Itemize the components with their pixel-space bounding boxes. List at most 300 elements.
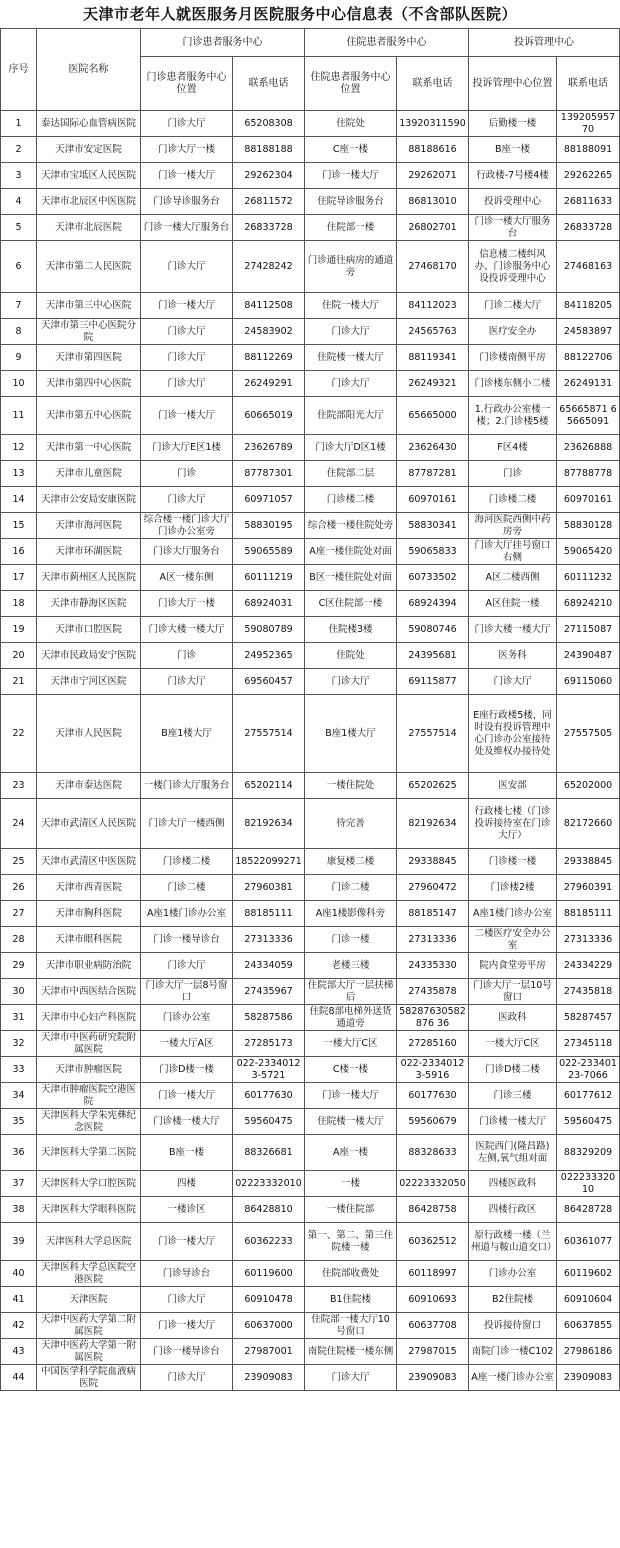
outpatient-location: 门诊一楼导诊台: [141, 927, 233, 953]
hospital-table: [0, 28, 620, 1391]
table-row: [1, 643, 620, 669]
hospital-name: 天津市职业病防治院: [37, 953, 141, 979]
complaint-location: A座一楼门诊办公室: [469, 1365, 557, 1391]
row-index: 33: [1, 1057, 37, 1083]
complaint-location: 原行政楼一楼（兰州道与鞍山道交口）: [469, 1223, 557, 1261]
inpatient-phone: 60733502: [397, 565, 469, 591]
table-header: [1, 29, 620, 111]
complaint-location: A座1楼门诊办公室: [469, 901, 557, 927]
table-row: [1, 591, 620, 617]
complaint-location: 行政楼七楼（门诊投诉接待室在门诊大厅）: [469, 799, 557, 849]
inpatient-phone: 65665000: [397, 397, 469, 435]
complaint-phone: 29338845: [557, 849, 620, 875]
inpatient-location: C楼一楼: [305, 1057, 397, 1083]
header-complaint-location: 投诉管理中心位置: [469, 57, 557, 111]
hospital-name: 天津市中心妇产科医院: [37, 1005, 141, 1031]
outpatient-location: 门诊大厅一层8号窗口: [141, 979, 233, 1005]
inpatient-location: 住院楼一楼大厅: [305, 345, 397, 371]
outpatient-phone: 60111219: [233, 565, 305, 591]
outpatient-phone: 26833728: [233, 215, 305, 241]
complaint-phone: 60177612: [557, 1083, 620, 1109]
outpatient-location: 门诊一楼大厅: [141, 163, 233, 189]
inpatient-location: C座一楼: [305, 137, 397, 163]
table-row: [1, 189, 620, 215]
outpatient-location: 门诊大厅: [141, 669, 233, 695]
table-row: [1, 695, 620, 773]
inpatient-phone: 26249321: [397, 371, 469, 397]
complaint-phone: 24334229: [557, 953, 620, 979]
complaint-phone: 60361077: [557, 1223, 620, 1261]
inpatient-location: B1住院楼: [305, 1287, 397, 1313]
complaint-phone: 59065420: [557, 539, 620, 565]
outpatient-phone: 18522099271: [233, 849, 305, 875]
inpatient-phone: 02223332050: [397, 1171, 469, 1197]
row-index: 11: [1, 397, 37, 435]
table-row: [1, 849, 620, 875]
outpatient-phone: 82192634: [233, 799, 305, 849]
inpatient-phone: 60362512: [397, 1223, 469, 1261]
hospital-name: 天津市第四中心医院: [37, 371, 141, 397]
outpatient-phone: 60665019: [233, 397, 305, 435]
table-row: [1, 345, 620, 371]
table-row: [1, 461, 620, 487]
inpatient-phone: 27313336: [397, 927, 469, 953]
inpatient-location: 住院处: [305, 643, 397, 669]
complaint-location: 门诊楼南侧平房: [469, 345, 557, 371]
inpatient-phone: 27960472: [397, 875, 469, 901]
complaint-phone: 84118205: [557, 293, 620, 319]
complaint-phone: 65202000: [557, 773, 620, 799]
outpatient-phone: 24952365: [233, 643, 305, 669]
outpatient-phone: 88112269: [233, 345, 305, 371]
table-row: [1, 539, 620, 565]
complaint-phone: 60910604: [557, 1287, 620, 1313]
row-index: 38: [1, 1197, 37, 1223]
inpatient-location: 住院8部电梯外送货通道旁: [305, 1005, 397, 1031]
table-row: [1, 1365, 620, 1391]
hospital-name: 天津市宁河区医院: [37, 669, 141, 695]
hospital-name: 天津市环湖医院: [37, 539, 141, 565]
complaint-location: 门诊二楼大厅: [469, 293, 557, 319]
complaint-location: 门诊大楼一楼大厅: [469, 617, 557, 643]
complaint-location: 后勤楼一楼: [469, 111, 557, 137]
complaint-location: 门诊大厅一层10号窗口: [469, 979, 557, 1005]
outpatient-phone: 88188188: [233, 137, 305, 163]
outpatient-phone: 59080789: [233, 617, 305, 643]
row-index: 19: [1, 617, 37, 643]
inpatient-location: C区住院部一楼: [305, 591, 397, 617]
complaint-location: F区4楼: [469, 435, 557, 461]
hospital-name: 天津市肿瘤医院: [37, 1057, 141, 1083]
inpatient-location: 门诊二楼: [305, 875, 397, 901]
complaint-location: 院内食堂旁平房: [469, 953, 557, 979]
header-index: 序号: [1, 29, 37, 111]
hospital-name: 天津市中医药研究院附属医院: [37, 1031, 141, 1057]
complaint-location: 投诉受理中心: [469, 189, 557, 215]
table-row: [1, 927, 620, 953]
header-outpatient-location: 门诊患者服务中心位置: [141, 57, 233, 111]
outpatient-phone: 26249291: [233, 371, 305, 397]
table-row: [1, 371, 620, 397]
row-index: 43: [1, 1339, 37, 1365]
hospital-name: 泰达国际心血管病医院: [37, 111, 141, 137]
row-index: 26: [1, 875, 37, 901]
row-index: 9: [1, 345, 37, 371]
row-index: 21: [1, 669, 37, 695]
inpatient-location: 住院一楼大厅: [305, 293, 397, 319]
outpatient-location: 门诊大厅一楼西侧: [141, 799, 233, 849]
outpatient-location: 门诊大厅: [141, 319, 233, 345]
outpatient-phone: 65202114: [233, 773, 305, 799]
inpatient-location: B座1楼大厅: [305, 695, 397, 773]
table-row: [1, 1171, 620, 1197]
inpatient-phone: 24335330: [397, 953, 469, 979]
inpatient-location: A座一楼住院处对面: [305, 539, 397, 565]
inpatient-phone: 27468170: [397, 241, 469, 293]
hospital-name: 天津市第一中心医院: [37, 435, 141, 461]
table-row: [1, 1031, 620, 1057]
complaint-location: 行政楼-7号楼4楼: [469, 163, 557, 189]
outpatient-phone: 27313336: [233, 927, 305, 953]
inpatient-location: 住院部收费处: [305, 1261, 397, 1287]
hospital-name: 天津市武清区人民医院: [37, 799, 141, 849]
inpatient-phone: 84112023: [397, 293, 469, 319]
inpatient-phone: 60118997: [397, 1261, 469, 1287]
row-index: 20: [1, 643, 37, 669]
hospital-name: 天津中医药大学第一附属医院: [37, 1339, 141, 1365]
complaint-location: 医安部: [469, 773, 557, 799]
inpatient-phone: 68924394: [397, 591, 469, 617]
complaint-phone: 68924210: [557, 591, 620, 617]
outpatient-location: 门诊一楼大厅: [141, 293, 233, 319]
inpatient-phone: 23626430: [397, 435, 469, 461]
row-index: 14: [1, 487, 37, 513]
row-index: 37: [1, 1171, 37, 1197]
outpatient-phone: 88185111: [233, 901, 305, 927]
complaint-phone: 88122706: [557, 345, 620, 371]
outpatient-phone: 23626789: [233, 435, 305, 461]
hospital-name: 天津市北辰区中医医院: [37, 189, 141, 215]
inpatient-phone: 27557514: [397, 695, 469, 773]
header-inpatient-phone: 联系电话: [397, 57, 469, 111]
complaint-phone: 27435818: [557, 979, 620, 1005]
inpatient-phone: 88185147: [397, 901, 469, 927]
row-index: 44: [1, 1365, 37, 1391]
row-index: 8: [1, 319, 37, 345]
complaint-location: 一楼大厅C区: [469, 1031, 557, 1057]
outpatient-phone: 27987001: [233, 1339, 305, 1365]
hospital-name: 中国医学科学院血液病医院: [37, 1365, 141, 1391]
complaint-location: 医疗安全办: [469, 319, 557, 345]
inpatient-location: 待完善: [305, 799, 397, 849]
inpatient-phone: 24565763: [397, 319, 469, 345]
inpatient-location: 一楼: [305, 1171, 397, 1197]
table-row: [1, 1197, 620, 1223]
outpatient-phone: 60119600: [233, 1261, 305, 1287]
table-row: [1, 901, 620, 927]
row-index: 17: [1, 565, 37, 591]
outpatient-phone: 24334059: [233, 953, 305, 979]
complaint-phone: 26811633: [557, 189, 620, 215]
complaint-phone: 27345118: [557, 1031, 620, 1057]
inpatient-location: 门诊一楼大厅: [305, 1083, 397, 1109]
inpatient-location: 一楼住院处: [305, 773, 397, 799]
table-row: [1, 513, 620, 539]
outpatient-phone: 26811572: [233, 189, 305, 215]
inpatient-location: 住院处: [305, 111, 397, 137]
outpatient-location: 门诊大厅一楼: [141, 591, 233, 617]
table-row: [1, 1005, 620, 1031]
outpatient-phone: 88326681: [233, 1135, 305, 1171]
complaint-location: A区住院一楼: [469, 591, 557, 617]
complaint-location: 门诊楼二楼: [469, 487, 557, 513]
inpatient-location: 南院住院楼一楼东侧: [305, 1339, 397, 1365]
inpatient-phone: 27987015: [397, 1339, 469, 1365]
row-index: 28: [1, 927, 37, 953]
complaint-location: 医政科: [469, 1005, 557, 1031]
hospital-name: 天津市胸科医院: [37, 901, 141, 927]
inpatient-location: 住院部二层: [305, 461, 397, 487]
row-index: 40: [1, 1261, 37, 1287]
complaint-location: E座行政楼5楼，同时设有投诉管理中心门诊办公室接待处及维权办接待处: [469, 695, 557, 773]
inpatient-location: 第一、第二、第三住院楼一楼: [305, 1223, 397, 1261]
complaint-phone: 58287457: [557, 1005, 620, 1031]
hospital-name: 天津市眼科医院: [37, 927, 141, 953]
table-row: [1, 565, 620, 591]
row-index: 24: [1, 799, 37, 849]
inpatient-phone: 60177630: [397, 1083, 469, 1109]
table-row: [1, 319, 620, 345]
outpatient-location: 门诊楼一楼大厅: [141, 1109, 233, 1135]
table-row: [1, 111, 620, 137]
complaint-phone: 27960391: [557, 875, 620, 901]
table-row: [1, 1135, 620, 1171]
outpatient-phone: 24583902: [233, 319, 305, 345]
outpatient-location: 门诊: [141, 643, 233, 669]
inpatient-phone: 86813010: [397, 189, 469, 215]
hospital-name: 天津市西青医院: [37, 875, 141, 901]
inpatient-phone: 87787281: [397, 461, 469, 487]
outpatient-phone: 02223332010: [233, 1171, 305, 1197]
complaint-location: B2住院楼: [469, 1287, 557, 1313]
table-row: [1, 1109, 620, 1135]
complaint-location: 医务科: [469, 643, 557, 669]
complaint-phone: 60119602: [557, 1261, 620, 1287]
outpatient-phone: 27428242: [233, 241, 305, 293]
table-row: [1, 1261, 620, 1287]
table-row: [1, 137, 620, 163]
hospital-name: 天津医科大学总医院: [37, 1223, 141, 1261]
hospital-name: 天津市泰达医院: [37, 773, 141, 799]
outpatient-location: 门诊办公室: [141, 1005, 233, 1031]
outpatient-location: 四楼: [141, 1171, 233, 1197]
outpatient-location: 门诊一楼大厅服务台: [141, 215, 233, 241]
hospital-name: 天津市静海区医院: [37, 591, 141, 617]
outpatient-phone: 58287586: [233, 1005, 305, 1031]
row-index: 29: [1, 953, 37, 979]
complaint-location: 信息楼二楼纠风办、门诊服务中心设投诉受理中心: [469, 241, 557, 293]
complaint-phone: 87788778: [557, 461, 620, 487]
hospital-name: 天津市第三中心医院: [37, 293, 141, 319]
row-index: 41: [1, 1287, 37, 1313]
outpatient-phone: 87787301: [233, 461, 305, 487]
complaint-location: 门诊一楼大厅服务台: [469, 215, 557, 241]
inpatient-location: 住院楼3楼: [305, 617, 397, 643]
complaint-phone: 13920595770: [557, 111, 620, 137]
outpatient-location: B座1楼大厅: [141, 695, 233, 773]
outpatient-phone: 84112508: [233, 293, 305, 319]
outpatient-location: 综合楼一楼门诊大厅门诊办公室旁: [141, 513, 233, 539]
inpatient-phone: 65202625: [397, 773, 469, 799]
row-index: 2: [1, 137, 37, 163]
complaint-location: 门诊办公室: [469, 1261, 557, 1287]
complaint-location: B座一楼: [469, 137, 557, 163]
complaint-phone: 88185111: [557, 901, 620, 927]
hospital-name: 天津医科大学朱宪彝纪念医院: [37, 1109, 141, 1135]
complaint-phone: 27986186: [557, 1339, 620, 1365]
inpatient-phone: 88328633: [397, 1135, 469, 1171]
complaint-location: 门诊楼一楼: [469, 849, 557, 875]
outpatient-phone: 23909083: [233, 1365, 305, 1391]
outpatient-phone: 60637000: [233, 1313, 305, 1339]
row-index: 12: [1, 435, 37, 461]
inpatient-phone: 26802701: [397, 215, 469, 241]
outpatient-location: 门诊导诊台: [141, 1261, 233, 1287]
inpatient-location: 门诊大厅: [305, 669, 397, 695]
row-index: 34: [1, 1083, 37, 1109]
table-row: [1, 1287, 620, 1313]
inpatient-location: 门诊大厅: [305, 1365, 397, 1391]
inpatient-location: 老楼三楼: [305, 953, 397, 979]
inpatient-location: 门诊一楼大厅: [305, 163, 397, 189]
header-hospital-name: 医院名称: [37, 29, 141, 111]
complaint-location: 门诊楼东侧小二楼: [469, 371, 557, 397]
hospital-name: 天津市儿童医院: [37, 461, 141, 487]
outpatient-phone: 65208308: [233, 111, 305, 137]
inpatient-phone: 60970161: [397, 487, 469, 513]
hospital-name: 天津市公安局安康医院: [37, 487, 141, 513]
complaint-phone: 29262265: [557, 163, 620, 189]
outpatient-location: 门诊一楼大厅: [141, 1223, 233, 1261]
complaint-location: A区二楼西侧: [469, 565, 557, 591]
hospital-name: 天津市肿瘤医院空港医院: [37, 1083, 141, 1109]
outpatient-phone: 022-23340123-5721: [233, 1057, 305, 1083]
complaint-phone: 65665871 65665091: [557, 397, 620, 435]
outpatient-phone: 27285173: [233, 1031, 305, 1057]
hospital-name: 天津市第五中心医院: [37, 397, 141, 435]
row-index: 35: [1, 1109, 37, 1135]
inpatient-phone: 88188616: [397, 137, 469, 163]
inpatient-phone: 88119341: [397, 345, 469, 371]
outpatient-location: 门诊大厅: [141, 111, 233, 137]
hospital-name: 天津市口腔医院: [37, 617, 141, 643]
complaint-phone: 24583897: [557, 319, 620, 345]
complaint-location: 四楼医政科: [469, 1171, 557, 1197]
outpatient-phone: 59065589: [233, 539, 305, 565]
inpatient-location: 门诊大厅: [305, 319, 397, 345]
table-row: [1, 669, 620, 695]
row-index: 4: [1, 189, 37, 215]
outpatient-location: 门诊一楼大厅: [141, 1313, 233, 1339]
inpatient-location: 住院楼一楼大厅: [305, 1109, 397, 1135]
outpatient-location: 门诊大厅: [141, 241, 233, 293]
table-row: [1, 1223, 620, 1261]
outpatient-phone: 27557514: [233, 695, 305, 773]
row-index: 31: [1, 1005, 37, 1031]
inpatient-location: 住院部大厅一层扶梯后: [305, 979, 397, 1005]
outpatient-location: 一楼大厅A区: [141, 1031, 233, 1057]
header-complaint-group: 投诉管理中心: [469, 29, 620, 57]
row-index: 10: [1, 371, 37, 397]
hospital-name: 天津医科大学第二医院: [37, 1135, 141, 1171]
complaint-location: 门诊大厅挂号窗口右侧: [469, 539, 557, 565]
inpatient-phone: 58830341: [397, 513, 469, 539]
complaint-location: 门诊楼2楼: [469, 875, 557, 901]
inpatient-location: 一楼住院部: [305, 1197, 397, 1223]
inpatient-location: 住院部阳光大厅: [305, 397, 397, 435]
complaint-location: 二楼医疗安全办公室: [469, 927, 557, 953]
outpatient-location: 门诊大厅: [141, 371, 233, 397]
outpatient-location: 一楼门诊大厅服务台: [141, 773, 233, 799]
inpatient-phone: 022-23340123-5916: [397, 1057, 469, 1083]
complaint-phone: 27115087: [557, 617, 620, 643]
table-row: [1, 215, 620, 241]
header-outpatient-group: 门诊患者服务中心: [141, 29, 305, 57]
table-row: [1, 241, 620, 293]
complaint-location: 投诉接待窗口: [469, 1313, 557, 1339]
inpatient-location: 门诊大厅D区1楼: [305, 435, 397, 461]
complaint-phone: 23626888: [557, 435, 620, 461]
complaint-phone: 59560475: [557, 1109, 620, 1135]
inpatient-phone: 59080746: [397, 617, 469, 643]
outpatient-location: 门诊一楼大厅: [141, 1083, 233, 1109]
complaint-phone: 58830128: [557, 513, 620, 539]
complaint-location: 四楼行政区: [469, 1197, 557, 1223]
table-row: [1, 1339, 620, 1365]
row-index: 15: [1, 513, 37, 539]
inpatient-location: 康复楼二楼: [305, 849, 397, 875]
inpatient-phone: 24395681: [397, 643, 469, 669]
hospital-name: 天津市安定医院: [37, 137, 141, 163]
row-index: 16: [1, 539, 37, 565]
inpatient-location: 住院导诊服务台: [305, 189, 397, 215]
table-row: [1, 1083, 620, 1109]
row-index: 18: [1, 591, 37, 617]
header-complaint-phone: 联系电话: [557, 57, 620, 111]
inpatient-location: 门诊楼二楼: [305, 487, 397, 513]
inpatient-location: B区一楼住院处对面: [305, 565, 397, 591]
table-row: [1, 1313, 620, 1339]
inpatient-location: 门诊通往病房的通道旁: [305, 241, 397, 293]
inpatient-phone: 59065833: [397, 539, 469, 565]
table-row: [1, 953, 620, 979]
complaint-phone: 60637855: [557, 1313, 620, 1339]
inpatient-phone: 60637708: [397, 1313, 469, 1339]
outpatient-location: 一楼诊区: [141, 1197, 233, 1223]
outpatient-phone: 69560457: [233, 669, 305, 695]
table-row: [1, 617, 620, 643]
inpatient-location: 综合楼一楼住院处旁: [305, 513, 397, 539]
hospital-name: 天津医科大学总医院空港医院: [37, 1261, 141, 1287]
inpatient-location: 住院部一楼: [305, 215, 397, 241]
hospital-name: 天津医科大学眼科医院: [37, 1197, 141, 1223]
outpatient-phone: 68924031: [233, 591, 305, 617]
complaint-location: 门诊三楼: [469, 1083, 557, 1109]
outpatient-phone: 59560475: [233, 1109, 305, 1135]
inpatient-location: 门诊大厅: [305, 371, 397, 397]
complaint-location: 门诊D楼二楼: [469, 1057, 557, 1083]
outpatient-location: 门诊大楼一楼大厅: [141, 617, 233, 643]
